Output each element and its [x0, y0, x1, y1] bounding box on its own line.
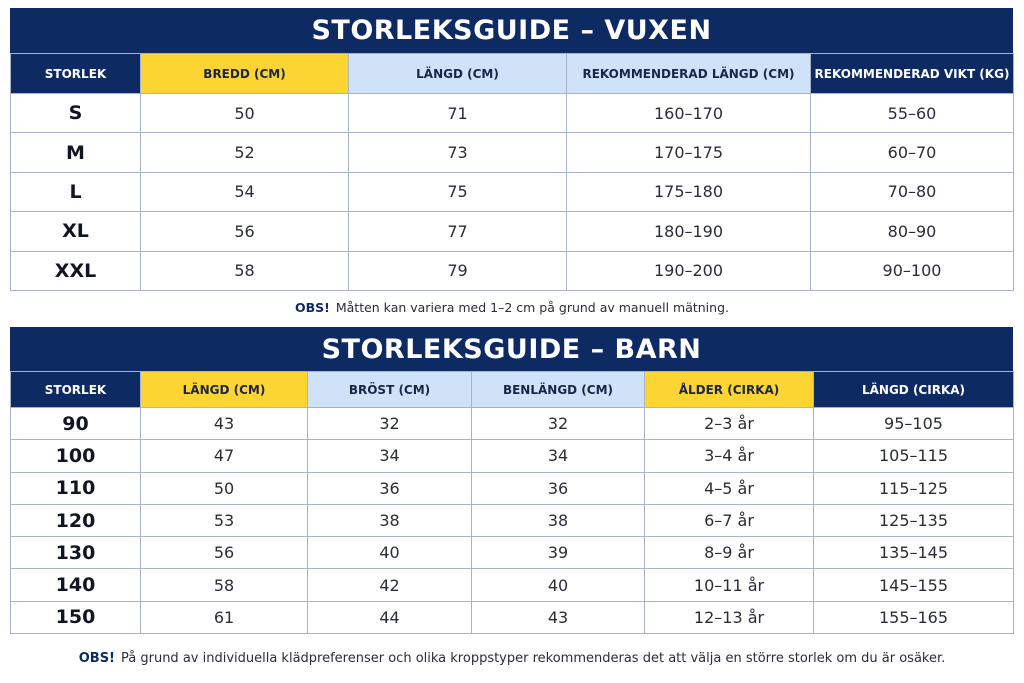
adult-header-row — [11, 54, 1014, 94]
kids-header-chest: BRÖST (CM) — [308, 372, 472, 408]
recommended-height-cell: 175–180 — [567, 172, 811, 211]
leg-length-cell: 34 — [472, 440, 645, 472]
size-cell: 100 — [11, 440, 141, 472]
recommended-height-cell: 190–200 — [567, 251, 811, 290]
size-cell: XXL — [11, 251, 141, 290]
recommended-weight-cell: 60–70 — [811, 133, 1014, 172]
recommended-weight-cell: 80–90 — [811, 212, 1014, 251]
recommended-weight-cell: 55–60 — [811, 94, 1014, 133]
size-cell: 120 — [11, 504, 141, 536]
height-cell: 105–115 — [814, 440, 1014, 472]
kids-note-label: OBS! — [78, 651, 115, 666]
length-cell: 47 — [141, 440, 308, 472]
kids-header-length: LÄNGD (CM) — [141, 372, 308, 408]
height-cell: 155–165 — [814, 601, 1014, 633]
leg-length-cell: 39 — [472, 537, 645, 569]
width-cell: 54 — [141, 172, 349, 211]
table-row — [11, 440, 1014, 472]
size-cell: XL — [11, 212, 141, 251]
age-cell: 8–9 år — [645, 537, 814, 569]
table-row — [11, 408, 1014, 440]
length-cell: 79 — [349, 251, 567, 290]
chest-cell: 32 — [308, 408, 472, 440]
age-cell: 10–11 år — [645, 569, 814, 601]
kids-note — [0, 651, 1024, 666]
kids-header-size: STORLEK — [11, 372, 141, 408]
adult-note-text: Måtten kan variera med 1–2 cm på grund av manuell mätning. — [335, 300, 729, 315]
chest-cell: 42 — [308, 569, 472, 601]
leg-length-cell: 32 — [472, 408, 645, 440]
kids-size-table — [10, 371, 1014, 634]
age-cell: 3–4 år — [645, 440, 814, 472]
kids-header-row — [11, 372, 1014, 408]
height-cell: 115–125 — [814, 472, 1014, 504]
height-cell: 145–155 — [814, 569, 1014, 601]
age-cell: 2–3 år — [645, 408, 814, 440]
age-cell: 6–7 år — [645, 504, 814, 536]
length-cell: 56 — [141, 537, 308, 569]
width-cell: 56 — [141, 212, 349, 251]
table-row — [11, 504, 1014, 536]
recommended-weight-cell: 90–100 — [811, 251, 1014, 290]
leg-length-cell: 36 — [472, 472, 645, 504]
kids-header-age: ÅLDER (CIRKA) — [645, 372, 814, 408]
size-cell: 140 — [11, 569, 141, 601]
adult-header-length: LÄNGD (CM) — [349, 54, 567, 94]
table-row — [11, 133, 1014, 172]
chest-cell: 44 — [308, 601, 472, 633]
table-row — [11, 251, 1014, 290]
adult-header-recommended-weight: REKOMMENDERAD VIKT (KG) — [811, 54, 1014, 94]
table-row — [11, 569, 1014, 601]
recommended-height-cell: 180–190 — [567, 212, 811, 251]
length-cell: 61 — [141, 601, 308, 633]
height-cell: 135–145 — [814, 537, 1014, 569]
adult-header-recommended-height: REKOMMENDERAD LÄNGD (CM) — [567, 54, 811, 94]
recommended-height-cell: 170–175 — [567, 133, 811, 172]
leg-length-cell: 40 — [472, 569, 645, 601]
adult-note — [0, 300, 1024, 315]
adult-header-width: BREDD (CM) — [141, 54, 349, 94]
size-cell: 150 — [11, 601, 141, 633]
age-cell: 12–13 år — [645, 601, 814, 633]
length-cell: 75 — [349, 172, 567, 211]
table-row — [11, 472, 1014, 504]
leg-length-cell: 43 — [472, 601, 645, 633]
length-cell: 77 — [349, 212, 567, 251]
length-cell: 53 — [141, 504, 308, 536]
size-cell: 90 — [11, 408, 141, 440]
size-cell: L — [11, 172, 141, 211]
length-cell: 43 — [141, 408, 308, 440]
table-row — [11, 172, 1014, 211]
width-cell: 52 — [141, 133, 349, 172]
height-cell: 95–105 — [814, 408, 1014, 440]
chest-cell: 38 — [308, 504, 472, 536]
recommended-weight-cell: 70–80 — [811, 172, 1014, 211]
size-cell: 130 — [11, 537, 141, 569]
length-cell: 73 — [349, 133, 567, 172]
leg-length-cell: 38 — [472, 504, 645, 536]
age-cell: 4–5 år — [645, 472, 814, 504]
kids-header-height: LÄNGD (CIRKA) — [814, 372, 1014, 408]
length-cell: 71 — [349, 94, 567, 133]
recommended-height-cell: 160–170 — [567, 94, 811, 133]
adult-size-guide-title: STORLEKSGUIDE – VUXEN — [10, 8, 1013, 53]
size-cell: 110 — [11, 472, 141, 504]
chest-cell: 34 — [308, 440, 472, 472]
adult-header-size: STORLEK — [11, 54, 141, 94]
width-cell: 58 — [141, 251, 349, 290]
table-row — [11, 94, 1014, 133]
chest-cell: 36 — [308, 472, 472, 504]
size-cell: M — [11, 133, 141, 172]
length-cell: 50 — [141, 472, 308, 504]
kids-note-text: På grund av individuella klädpreferenser och olika kroppstyper rekommenderas det att välja en större storlek om du är osäker. — [121, 651, 946, 666]
height-cell: 125–135 — [814, 504, 1014, 536]
size-cell: S — [11, 94, 141, 133]
width-cell: 50 — [141, 94, 349, 133]
chest-cell: 40 — [308, 537, 472, 569]
table-row — [11, 601, 1014, 633]
kids-header-leg-length: BENLÄNGD (CM) — [472, 372, 645, 408]
table-row — [11, 537, 1014, 569]
length-cell: 58 — [141, 569, 308, 601]
adult-size-table — [10, 53, 1014, 291]
table-row — [11, 212, 1014, 251]
adult-note-label: OBS! — [294, 300, 330, 315]
kids-size-guide-title: STORLEKSGUIDE – BARN — [10, 327, 1013, 371]
